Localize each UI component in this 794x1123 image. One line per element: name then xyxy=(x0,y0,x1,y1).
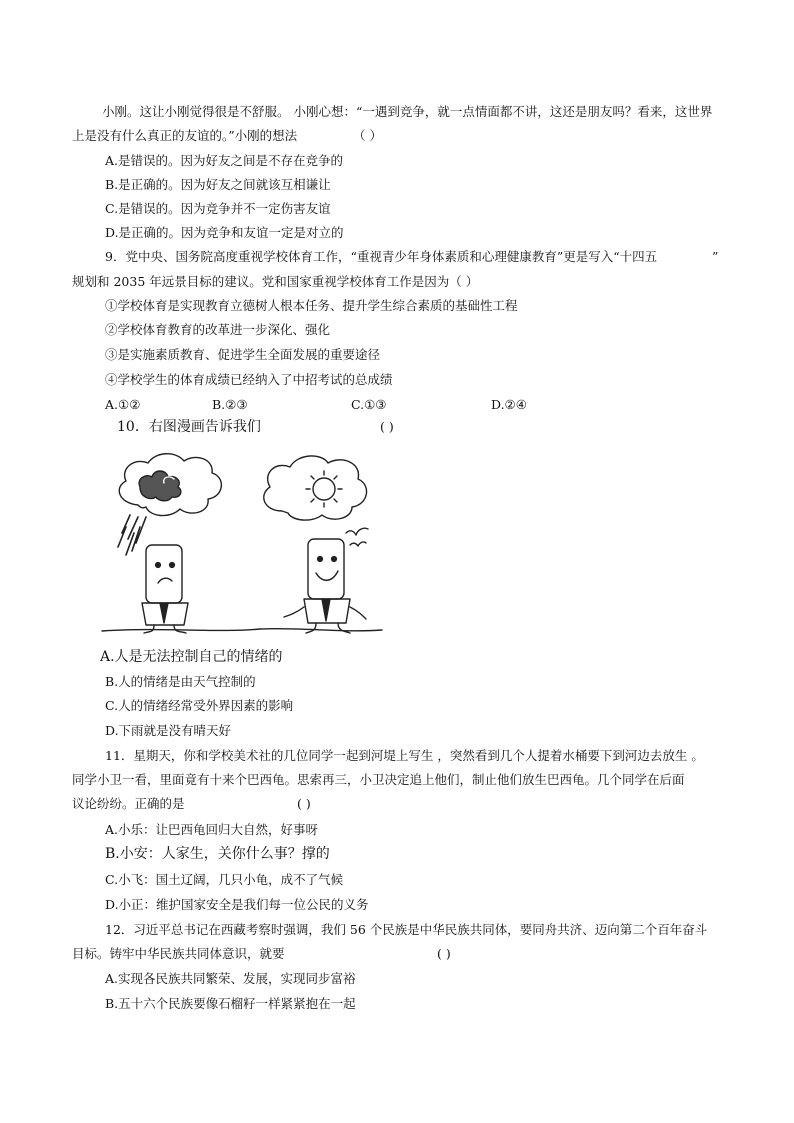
sad-person xyxy=(142,545,188,633)
q11-stem-line-1: 11．星期天，你和学校美术社的几位同学一起到河堤上写生 ，突然看到几个人提着水桶要下到河边去放生 。 xyxy=(105,748,704,763)
q10-option-c: C.人的情绪经常受外界因素的影响 xyxy=(105,698,294,713)
q9-statement-2: ②学校体育教育的改革进一步深化、强化 xyxy=(105,322,331,337)
q9-option-a: A.①② xyxy=(105,397,141,412)
answer-blank: ( ) xyxy=(297,796,311,811)
q9-statement-1: ①学校体育是实现教育立德树人根本任务、提升学生综合素质的基础性工程 xyxy=(105,298,518,313)
passage-line-2: 上是没有什么真正的友谊的。”小刚的想法 xyxy=(72,128,298,143)
answer-blank: ( ) xyxy=(380,419,394,434)
q11-stem-text: 同学小卫一看，里面竟有十来个巴西龟。思索再三，小卫决定追上他们，制止他们放生巴西龟。几个同学在后面 xyxy=(72,772,685,787)
rain-icon xyxy=(118,515,146,555)
q8-option-d: D.是正确的。因为竞争和友谊一定是对立的 xyxy=(105,225,344,240)
passage-text: 小刚。这让小刚觉得很是不舒服。 小刚心想：“一遇到竞争，就一点情面都不讲，这还是朋友吗？看来，这世界 xyxy=(102,104,713,119)
passage-line-1 xyxy=(102,104,722,120)
q10-option-d: D.下雨就是没有晴天好 xyxy=(105,723,232,738)
q9-statement-3: ③是实施素质教育、促进学生全面发展的重要途径 xyxy=(105,347,381,362)
q9-stem-line-2: 规划和 2035 年远景目标的建议。党和国家重视学校体育工作是因为（ ） xyxy=(72,274,479,289)
q8-option-a: A.是错误的。因为好友之间是不存在竞争的 xyxy=(105,153,344,168)
q11-option-c: C.小飞：国土辽阔，几只小龟，成不了气候 xyxy=(105,872,344,887)
q9-statement-4: ④学校学生的体育成绩已经纳入了中招考试的总成绩 xyxy=(105,372,393,387)
answer-blank: ( ) xyxy=(437,946,451,961)
mood-cartoon-illustration xyxy=(100,447,385,637)
q11-stem-line-3: 议论纷纷。正确的是 xyxy=(72,796,185,811)
cloud-icon xyxy=(139,471,181,501)
q10-option-a: A.人是无法控制自己的情绪的 xyxy=(100,649,283,665)
q11-option-b: B.小安：人家生，关你什么事？撑的 xyxy=(105,846,330,862)
q12-option-b: B.五十六个民族要像石榴籽一样紧紧抱在一起 xyxy=(105,996,356,1011)
happy-person xyxy=(284,539,366,633)
sun-icon xyxy=(306,471,342,507)
q12-stem-line-1: 12．习近平总书记在西藏考察时强调，我们 56 个民族是中华民族共同体，要同舟共济、迈向第二个百年奋斗 xyxy=(105,922,708,937)
q8-option-c: C.是错误的。因为竞争并不一定伤害友谊 xyxy=(105,201,331,216)
q12-stem-line-2: 目标。铸牢中华民族共同体意识，就要 xyxy=(72,946,285,961)
q12-option-a: A.实现各民族共同繁荣、发展，实现同步富裕 xyxy=(105,971,356,986)
q9-option-b: B.②③ xyxy=(212,397,248,412)
q10-stem: 10．右图漫画告诉我们 xyxy=(117,419,261,435)
bird-icon xyxy=(350,542,366,546)
bird-icon xyxy=(346,528,368,535)
q8-option-b: B.是正确的。因为好友之间就该互相谦让 xyxy=(105,177,331,192)
answer-blank: （ ） xyxy=(353,128,382,143)
q9-option-c: C.①③ xyxy=(351,397,387,412)
q10-option-b: B.人的情绪是由天气控制的 xyxy=(105,674,256,689)
q11-option-a: A.小乐：让巴西龟回归大自然，好事呀 xyxy=(105,822,319,837)
q11-option-d: D.小正：维护国家安全是我们每一位公民的义务 xyxy=(105,897,369,912)
q9-stem-line-1: 9．党中央、国务院高度重视学校体育工作，“重视青少年身体素质和心理健康教育”更是写入“十四五 xyxy=(105,249,658,264)
q9-stem-quote: ” xyxy=(712,249,719,264)
q11-stem-line-2 xyxy=(72,772,722,788)
q9-option-d: D.②④ xyxy=(491,397,527,412)
thought-bubble-happy xyxy=(264,456,367,520)
